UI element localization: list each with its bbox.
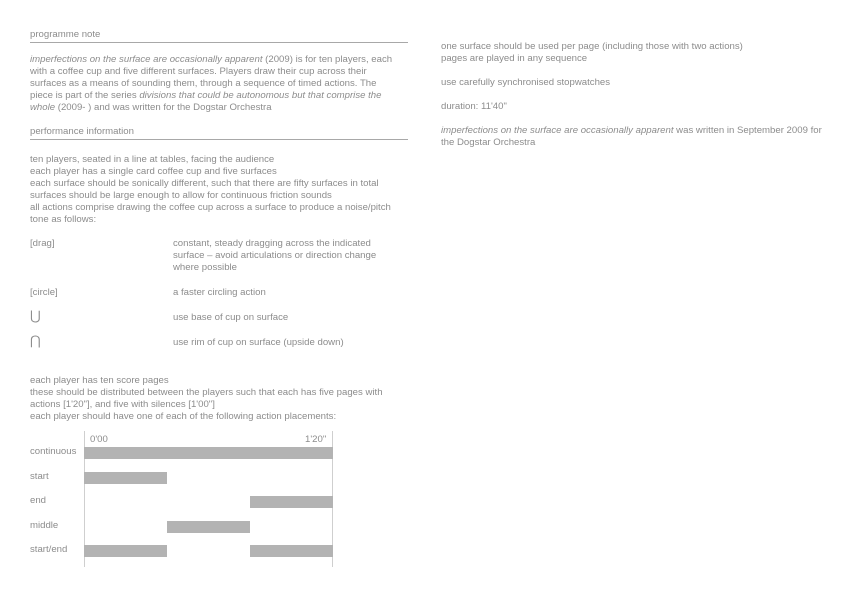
placement-row-label: continuous	[30, 446, 77, 457]
chart-end-time-label: 1'20"	[305, 434, 327, 445]
placement-bar	[250, 496, 333, 508]
chart-start-gridline	[84, 431, 85, 567]
placement-row-label: start	[30, 470, 49, 482]
chart-start-time-label: 0'00	[90, 434, 108, 445]
stopwatch-note: use carefully synchronised stopwatches	[441, 77, 611, 88]
instruction-line: each player has a single card coffee cup and five surfaces	[30, 166, 277, 177]
piece-title: imperfections on the surface are occasionally apparent	[30, 54, 263, 65]
programme-note-body-2: (2009- ) and was written for the Dogstar Orchestra	[55, 102, 272, 113]
cup-base-icon: ⋃	[30, 308, 41, 323]
placement-bar	[84, 447, 333, 459]
programme-note-text	[30, 54, 400, 114]
placement-row-label: middle	[30, 519, 59, 531]
instruction-line: surfaces should be large enough to allow for continuous friction sounds	[30, 190, 332, 201]
placement-row-label: start/end	[30, 544, 68, 555]
placement-bar	[167, 521, 250, 533]
action-term-circle: [circle]	[30, 287, 58, 298]
placement-row-label: end	[30, 495, 47, 506]
instruction-line: each surface should be sonically different, such that there are fifty surfaces in total	[30, 178, 379, 189]
cup-rim-icon: ⋂	[30, 333, 41, 348]
programme-note-rule	[30, 42, 408, 43]
written-note	[441, 125, 826, 149]
chart-end-gridline	[332, 431, 333, 567]
instruction-line: all actions comprise drawing the coffee cup across a surface to produce a noise/pitch tone as follows:	[30, 202, 391, 225]
pages-line: these should be distributed between the players such that each has five pages with actions [1'20"], and five with silences [1'00"]	[30, 387, 383, 410]
right-column	[441, 41, 826, 149]
performance-heading: performance information	[30, 126, 134, 137]
action-term-drag: [drag]	[30, 238, 55, 249]
programme-note-heading: programme note	[30, 29, 101, 40]
action-desc-base: use base of cup on surface	[173, 312, 289, 323]
action-desc-drag: constant, steady dragging across the indicated surface – avoid articulations or direction change where possible	[173, 238, 377, 273]
placement-bar	[84, 472, 167, 484]
score-pages-info	[30, 375, 400, 423]
placement-bar	[84, 545, 167, 557]
action-desc-rim: use rim of cup on surface (upside down)	[173, 337, 344, 348]
duration-note: duration: 11'40"	[441, 101, 507, 112]
surface-per-page-note: one surface should be used per page (including those with two actions)	[441, 41, 743, 52]
performance-rule	[30, 139, 408, 140]
series-title: divisions that could be autonomous but that comprise the whole	[30, 90, 382, 113]
page-sequence-note: pages are played in any sequence	[441, 53, 588, 64]
programme-note-body-1: (2009) is for ten players, each with a coffee cup and five different surfaces. Players draw their cup across their surfaces as a means of sounding them, through a sequence of timed actions. The piece is part of the series	[30, 54, 393, 101]
action-desc-circle: a faster circling action	[173, 287, 266, 298]
pages-line: each player should have one of each of the following action placements:	[30, 411, 337, 422]
written-note-rest: was written in September 2009 for the Dogstar Orchestra	[441, 125, 822, 148]
instruction-line: ten players, seated in a line at tables, facing the audience	[30, 154, 275, 165]
performance-instructions	[30, 154, 405, 226]
written-piece-title: imperfections on the surface are occasionally apparent	[441, 125, 674, 136]
pages-line: each player has ten score pages	[30, 375, 169, 386]
placement-bar	[250, 545, 333, 557]
